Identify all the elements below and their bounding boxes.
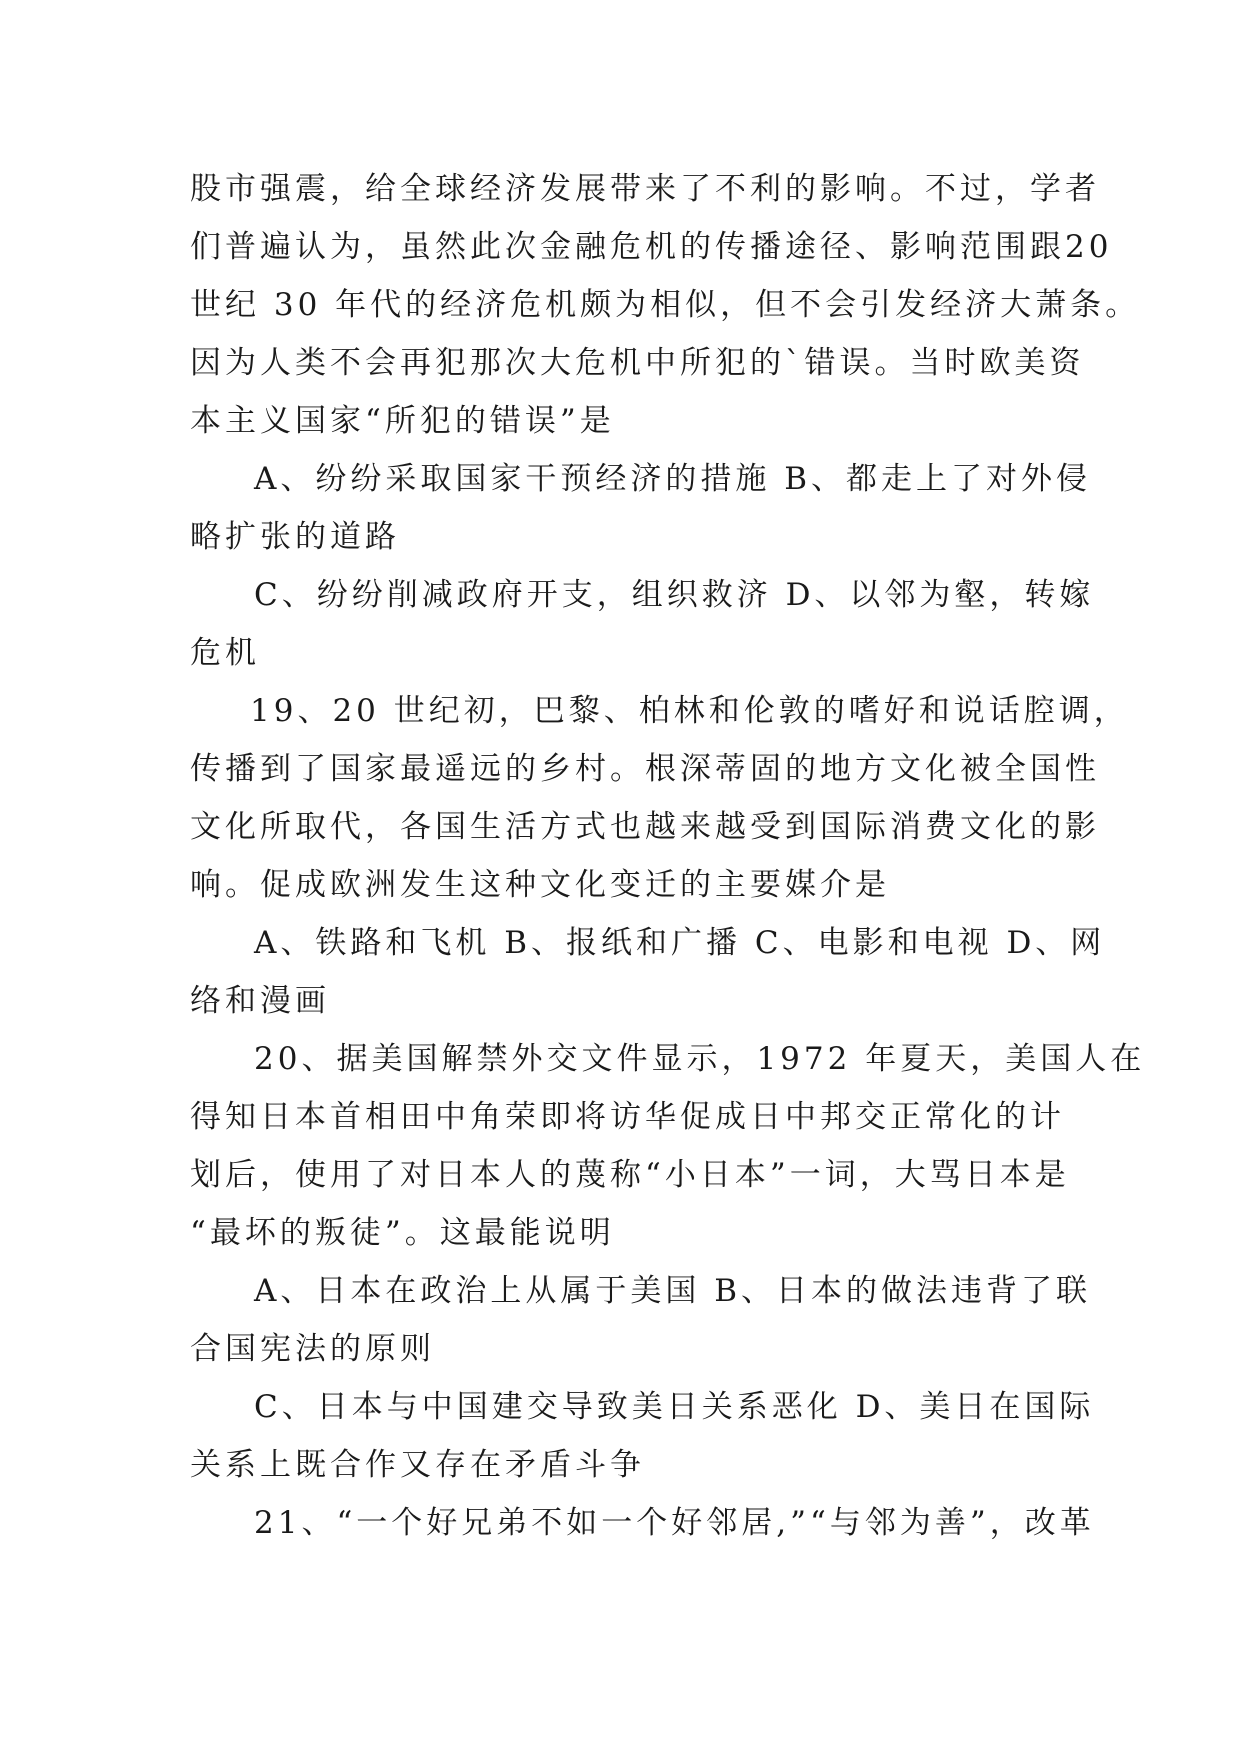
text-line: 合国宪法的原则 [190,1331,435,1367]
text-line: 股市强震，给全球经济发展带来了不利的影响。不过，学者 [190,171,1100,207]
text-line: 文化所取代，各国生活方式也越来越受到国际消费文化的影 [190,809,1100,845]
text-line: 们普遍认为，虽然此次金融危机的传播途径、影响范围跟20 [190,229,1113,265]
text-line: 关系上既合作又存在矛盾斗争 [190,1447,645,1483]
text-line: 略扩张的道路 [190,519,400,555]
option-line: C、日本与中国建交导致美日关系恶化 D、美日在国际 [254,1389,1095,1425]
body-text [190,160,1146,1552]
text-line: 响。促成欧洲发生这种文化变迁的主要媒介是 [190,867,890,903]
text-line: “最坏的叛徒”。这最能说明 [190,1215,615,1251]
text-line: 世纪 30 年代的经济危机颇为相似，但不会引发经济大萧条。 [190,287,1141,323]
text-line: 络和漫画 [190,983,330,1019]
text-line: 本主义国家“所犯的错误”是 [190,403,615,439]
option-line: A、日本在政治上从属于美国 B、日本的做法违背了联 [254,1273,1092,1309]
question-line: 19、20 世纪初，巴黎、柏林和伦敦的嗜好和说话腔调， [250,693,1129,729]
text-line: 划后，使用了对日本人的蔑称“小日本”一词，大骂日本是 [190,1157,1070,1193]
text-line: 危机 [190,635,260,671]
text-line: 传播到了国家最遥远的乡村。根深蒂固的地方文化被全国性 [190,751,1100,787]
option-line: A、纷纷采取国家干预经济的措施 B、都走上了对外侵 [254,461,1092,497]
text-line: 得知日本首相田中角荣即将访华促成日中邦交正常化的计 [190,1099,1065,1135]
question-line: 20、据美国解禁外交文件显示，1972 年夏天，美国人在 [254,1041,1146,1077]
option-line: A、铁路和飞机 B、报纸和广播 C、电影和电视 D、网 [254,925,1106,961]
option-line: C、纷纷削减政府开支，组织救济 D、以邻为壑，转嫁 [254,577,1095,613]
text-line: 因为人类不会再犯那次大危机中所犯的`错误。当时欧美资 [190,345,1085,381]
question-line: 21、“一个好兄弟不如一个好邻居,”“与邻为善”，改革 [254,1505,1095,1541]
